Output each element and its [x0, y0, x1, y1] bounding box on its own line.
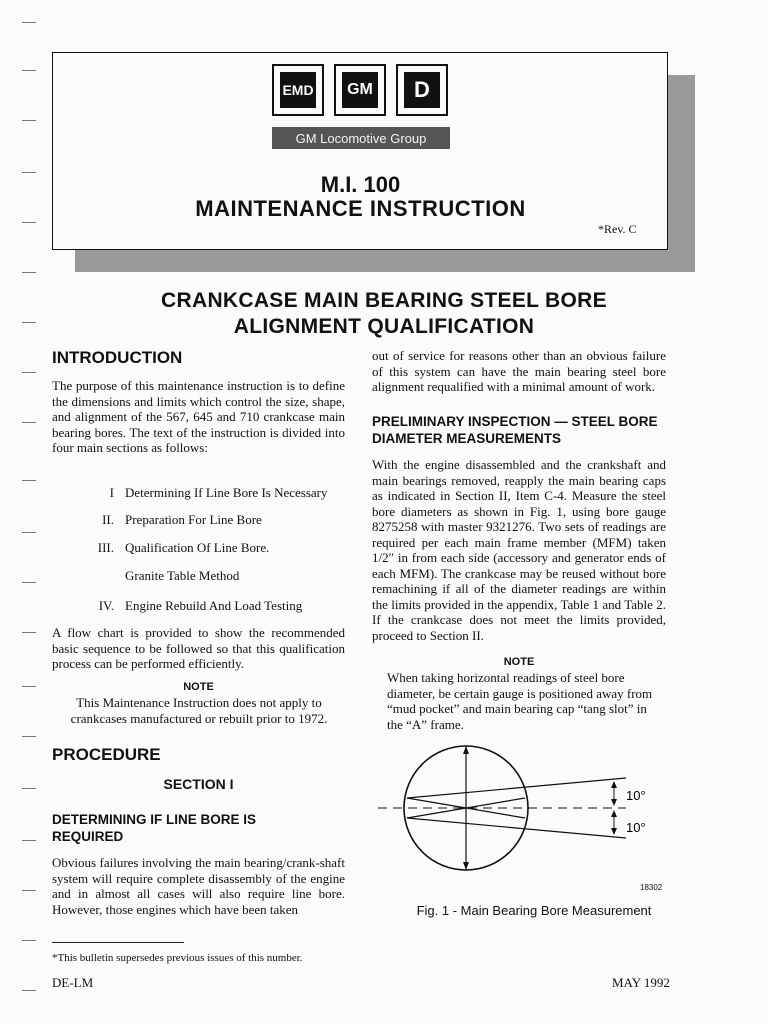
arrow-head [463, 862, 469, 870]
note-label: NOTE [183, 681, 214, 693]
section-number: I [109, 485, 114, 500]
footnote: *This bulletin supersedes previous issues of this number. [52, 952, 303, 964]
arrow-head [611, 781, 617, 788]
section-item: Qualification Of Line Bore. [125, 540, 270, 555]
introduction-paragraph: The purpose of this maintenance instruction is to define the dimensions and limits which control the size, shape, and alignment of the 567, 645 and 710 crankcase main bearing bores. The text of the instruction is divided into four main sections as follows: [52, 378, 345, 455]
section-item: Determining If Line Bore Is Necessary [125, 485, 328, 500]
angle-label-bottom: 10° [626, 820, 646, 835]
arrow-head [611, 828, 617, 835]
introduction-heading: INTRODUCTION [52, 348, 183, 367]
section-number: III. [97, 540, 114, 555]
angle-label-top: 10° [626, 788, 646, 803]
arrow-head [611, 799, 617, 806]
section-number: IV. [98, 598, 114, 613]
publication-date: MAY 1992 [612, 975, 670, 990]
document-title [52, 288, 716, 340]
bore-measurement-diagram [378, 740, 668, 880]
section-number: II. [102, 512, 114, 527]
instruction-number: M.I. 100 [320, 172, 401, 197]
title-line-2: ALIGNMENT QUALIFICATION [233, 315, 535, 338]
figure-caption: Fig. 1 - Main Bearing Bore Measurement [416, 903, 652, 918]
procedure-heading: PROCEDURE [52, 745, 161, 764]
revision-label: *Rev. C [598, 222, 637, 236]
lower-measurement-line [407, 818, 626, 838]
procedure-paragraph: Obvious failures involving the main bearing/crank-shaft system will require complete disassembly of the engine and in almost all cases will also require line bore. However, those engines which have been taken [52, 855, 345, 917]
note-text: When taking horizontal readings of steel bore diameter, be certain gauge is positioned away from “mud pocket” and main bearing cap “tang slot” in the “A” frame. [387, 670, 653, 732]
arrow-head [463, 746, 469, 754]
detroit-diesel-logo: D [396, 64, 448, 116]
group-banner: GM Locomotive Group [272, 127, 450, 149]
section-item: Preparation For Line Bore [125, 512, 262, 527]
subsection-heading: DETERMINING IF LINE BORE IS REQUIRED [52, 812, 257, 844]
gm-logo: GM [334, 64, 386, 116]
section-item: Granite Table Method [125, 568, 240, 583]
flow-chart-paragraph: A flow chart is provided to show the recommended basic sequence to be followed so that this qualification process can be performed efficiently. [52, 625, 345, 671]
emd-logo: EMD [272, 64, 324, 116]
document-code: DE-LM [52, 975, 94, 990]
figure-id: 18302 [640, 883, 663, 892]
footnote-rule [52, 942, 184, 943]
note-text: This Maintenance Instruction does not apply to crankcases manufactured or rebuilt prior to 1972. [70, 695, 328, 726]
note-label: NOTE [503, 656, 535, 668]
continued-paragraph: out of service for reasons other than an obvious failure of this system can have the main bearing steel bore alignment requalified with a minimal amount of work. [372, 348, 666, 394]
inspection-heading: PRELIMINARY INSPECTION — STEEL BORE DIAMETER MEASUREMENTS [372, 414, 658, 446]
section-heading: SECTION I [163, 776, 234, 792]
document-type: MAINTENANCE INSTRUCTION [195, 196, 526, 221]
inspection-paragraph: With the engine disassembled and the crankshaft and main bearings removed, reapply the main bearing caps as indicated in Section II, Item C-4. Measure the steel bore diameters as shown in Fig. 1, using bore gauge 8275258 with master 9321276. Two sets of readings are required per each main frame member (MFM) taken 1/2″ in from each side (accessory and generator ends of each MFM). The crankcase may be reused without bore remachining if all of the diameter readings are within the limits provided in the appendix, Table 1 and Table 2. If the crankcase does not meet the limits provided, proceed to Section II. [372, 457, 666, 643]
arrow-head [611, 810, 617, 817]
upper-measurement-line [407, 778, 626, 798]
section-item: Engine Rebuild And Load Testing [125, 598, 303, 613]
title-line-1: CRANKCASE MAIN BEARING STEEL BORE [161, 289, 607, 312]
